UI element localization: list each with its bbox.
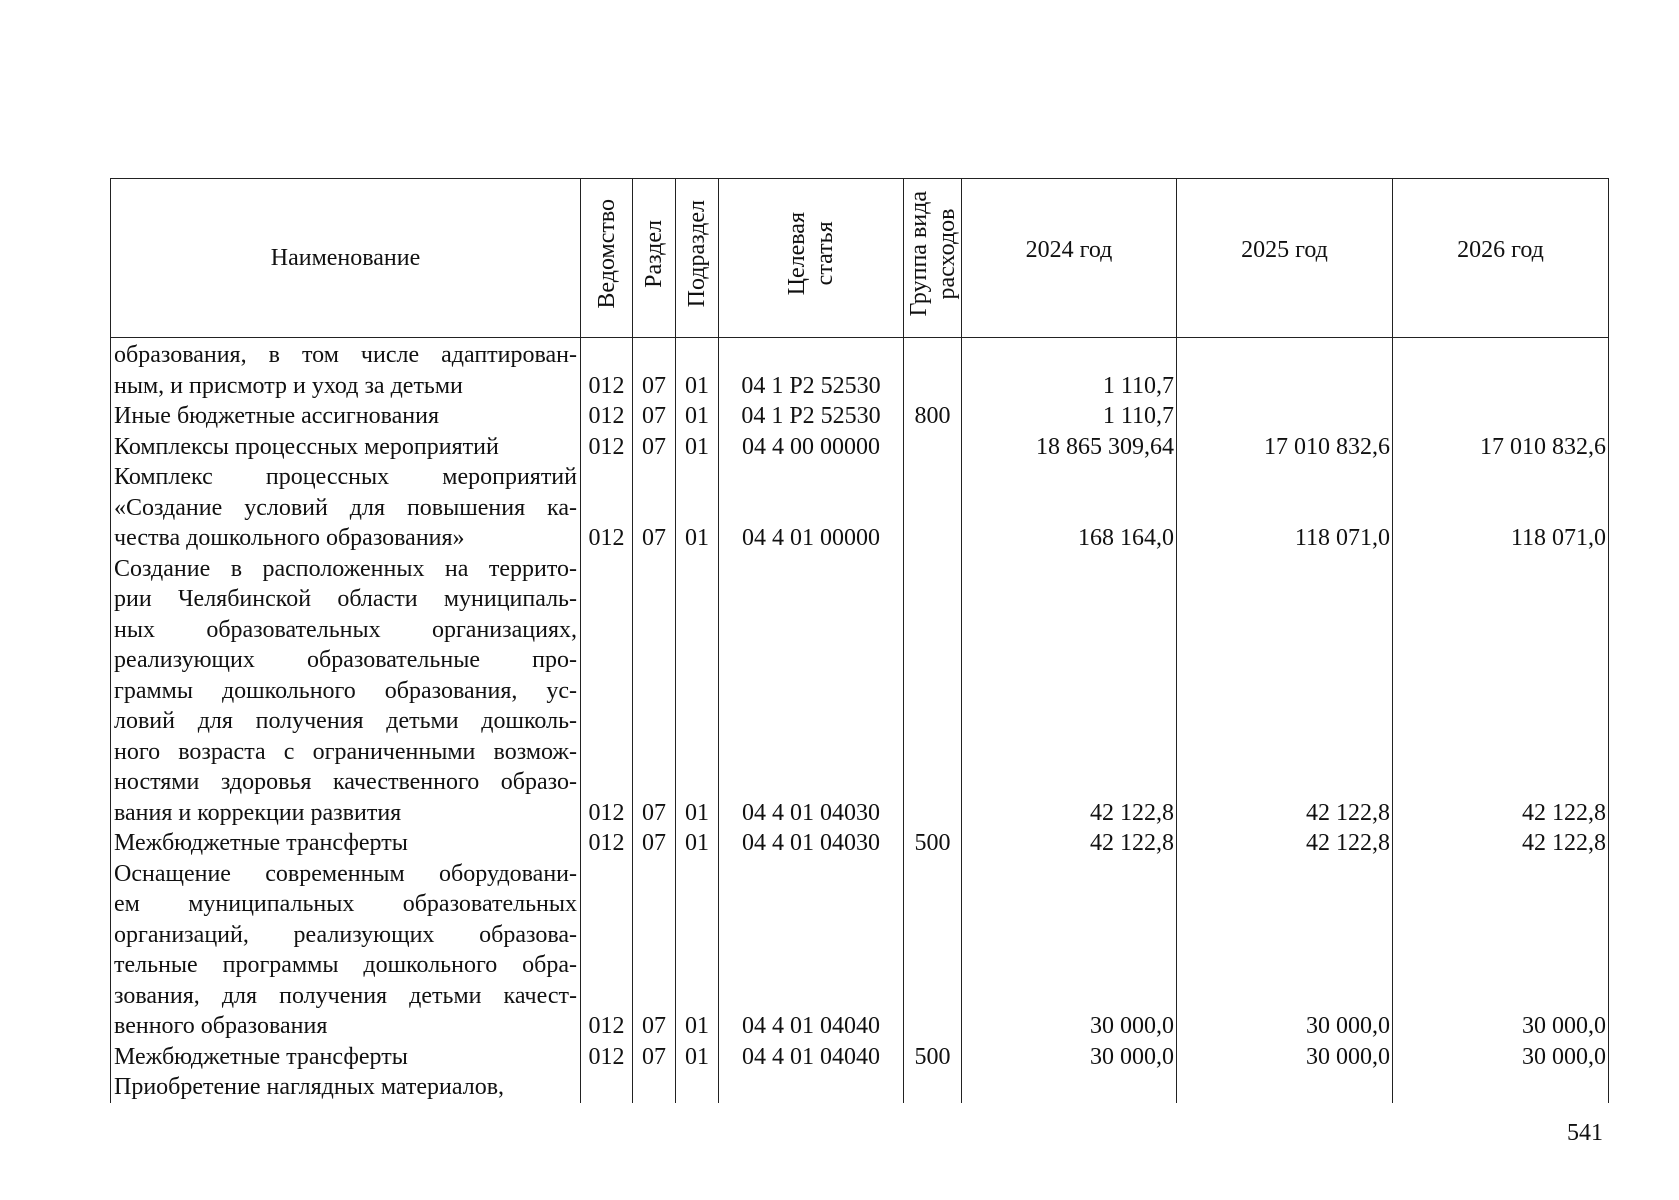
budget-table — [110, 178, 1609, 1103]
cell-2024: 42 122,8 — [962, 554, 1177, 829]
cell-2025: 42 122,8 — [1177, 554, 1393, 829]
cell-2026 — [1393, 338, 1609, 402]
cell-razdel: 07 — [633, 1042, 676, 1073]
cell-vedomstvo: 012 — [581, 1042, 633, 1073]
cell-2026: 17 010 832,6 — [1393, 432, 1609, 463]
name-line: венного образования — [114, 1013, 328, 1039]
table-header — [111, 179, 1609, 338]
header-celevaya-statya: Целевая статья — [719, 179, 904, 338]
table-body — [111, 338, 1609, 1103]
cell-gruppa-vida-rashodov: 500 — [904, 828, 962, 859]
cell-2025 — [1177, 401, 1393, 432]
cell-2025: 17 010 832,6 — [1177, 432, 1393, 463]
name-line: реализующих образовательные про- — [114, 647, 577, 673]
cell-razdel: 07 — [633, 828, 676, 859]
table-row — [111, 859, 1609, 1042]
cell-celevaya-statya — [719, 1072, 904, 1103]
cell-2025: 42 122,8 — [1177, 828, 1393, 859]
name-line: граммы дошкольного образования, ус- — [114, 677, 577, 704]
cell-podrazdel: 01 — [676, 432, 719, 463]
cell-2024: 42 122,8 — [962, 828, 1177, 859]
cell-celevaya-statya: 04 4 01 04030 — [719, 554, 904, 829]
cell-podrazdel: 01 — [676, 462, 719, 554]
name-line: чества дошкольного образования» — [114, 525, 465, 551]
cell-gruppa-vida-rashodov — [904, 432, 962, 463]
cell-name — [111, 859, 581, 1042]
cell-razdel: 07 — [633, 338, 676, 402]
table-row — [111, 1072, 1609, 1103]
cell-2025: 30 000,0 — [1177, 859, 1393, 1042]
cell-vedomstvo: 012 — [581, 462, 633, 554]
header-year-2024: 2024 год — [962, 179, 1177, 338]
cell-2024: 168 164,0 — [962, 462, 1177, 554]
name-line: Межбюджетные трансферты — [114, 1043, 408, 1070]
cell-name — [111, 554, 581, 829]
header-gruppa-vida-rashodov: Группа вида расходов — [904, 179, 962, 338]
cell-razdel: 07 — [633, 462, 676, 554]
cell-2026: 42 122,8 — [1393, 554, 1609, 829]
table-row — [111, 1042, 1609, 1073]
page-number: 541 — [1567, 1120, 1603, 1146]
cell-name — [111, 401, 581, 432]
cell-2026: 118 071,0 — [1393, 462, 1609, 554]
cell-gruppa-vida-rashodov: 800 — [904, 401, 962, 432]
cell-razdel: 07 — [633, 432, 676, 463]
cell-celevaya-statya: 04 4 01 04040 — [719, 1042, 904, 1073]
name-line: Оснащение современным оборудовани- — [114, 860, 577, 887]
cell-2024: 30 000,0 — [962, 1042, 1177, 1073]
name-line: ем муниципальных образовательных — [114, 891, 577, 917]
cell-razdel: 07 — [633, 401, 676, 432]
cell-gruppa-vida-rashodov — [904, 1072, 962, 1103]
header-year-2026: 2026 год — [1393, 179, 1609, 338]
cell-2026: 42 122,8 — [1393, 828, 1609, 859]
cell-celevaya-statya: 04 1 P2 52530 — [719, 338, 904, 402]
cell-podrazdel: 01 — [676, 554, 719, 829]
cell-2026 — [1393, 401, 1609, 432]
cell-vedomstvo: 012 — [581, 828, 633, 859]
name-line: Приобретение наглядных материалов, — [114, 1074, 505, 1100]
table-row — [111, 432, 1609, 463]
name-line: вания и коррекции развития — [114, 799, 402, 826]
name-line: Иные бюджетные ассигнования — [114, 403, 439, 429]
header-vedomstvo: Ведомство — [581, 179, 633, 338]
cell-name — [111, 1072, 581, 1103]
cell-gruppa-vida-rashodov — [904, 859, 962, 1042]
cell-vedomstvo: 012 — [581, 432, 633, 463]
name-line: Создание в расположенных на террито- — [114, 555, 577, 582]
name-line: рии Челябинской области муниципаль- — [114, 586, 577, 612]
cell-vedomstvo: 012 — [581, 401, 633, 432]
cell-2024: 1 110,7 — [962, 401, 1177, 432]
table-row — [111, 828, 1609, 859]
cell-podrazdel: 01 — [676, 859, 719, 1042]
name-line: организаций, реализующих образова- — [114, 921, 577, 948]
cell-2025: 118 071,0 — [1177, 462, 1393, 554]
cell-podrazdel: 01 — [676, 828, 719, 859]
cell-2026: 30 000,0 — [1393, 859, 1609, 1042]
cell-razdel: 07 — [633, 859, 676, 1042]
cell-name — [111, 462, 581, 554]
cell-name — [111, 1042, 581, 1073]
cell-vedomstvo — [581, 1072, 633, 1103]
name-line: ным, и присмотр и уход за детьми — [114, 372, 463, 399]
cell-celevaya-statya: 04 4 00 00000 — [719, 432, 904, 463]
cell-vedomstvo: 012 — [581, 554, 633, 829]
cell-name — [111, 338, 581, 402]
cell-2025 — [1177, 338, 1393, 402]
cell-vedomstvo: 012 — [581, 859, 633, 1042]
cell-podrazdel: 01 — [676, 1042, 719, 1073]
cell-2026: 30 000,0 — [1393, 1042, 1609, 1073]
cell-gruppa-vida-rashodov — [904, 554, 962, 829]
cell-gruppa-vida-rashodov: 500 — [904, 1042, 962, 1073]
cell-razdel: 07 — [633, 554, 676, 829]
name-line: тельные программы дошкольного обра- — [114, 952, 577, 978]
table-row — [111, 554, 1609, 829]
cell-gruppa-vida-rashodov — [904, 462, 962, 554]
cell-podrazdel — [676, 1072, 719, 1103]
table-row — [111, 401, 1609, 432]
name-line: ностями здоровья качественного образо- — [114, 769, 577, 795]
cell-2026 — [1393, 1072, 1609, 1103]
header-razdel: Раздел — [633, 179, 676, 338]
cell-podrazdel: 01 — [676, 338, 719, 402]
table-row — [111, 338, 1609, 402]
header-podrazdel: Подраздел — [676, 179, 719, 338]
table-row — [111, 462, 1609, 554]
cell-celevaya-statya: 04 1 P2 52530 — [719, 401, 904, 432]
cell-2024: 1 110,7 — [962, 338, 1177, 402]
cell-gruppa-vida-rashodov — [904, 338, 962, 402]
name-line: Комплекс процессных мероприятий — [114, 464, 577, 490]
cell-2024: 30 000,0 — [962, 859, 1177, 1042]
name-line: ных образовательных организациях, — [114, 616, 577, 643]
cell-podrazdel: 01 — [676, 401, 719, 432]
cell-2025: 30 000,0 — [1177, 1042, 1393, 1073]
name-line: ного возраста с ограниченными возмож- — [114, 738, 577, 765]
cell-celevaya-statya: 04 4 01 04030 — [719, 828, 904, 859]
name-line: образования, в том числе адаптирован- — [114, 342, 577, 368]
cell-2024 — [962, 1072, 1177, 1103]
name-line: зования, для получения детьми качест- — [114, 982, 577, 1009]
name-line: Межбюджетные трансферты — [114, 830, 408, 856]
cell-vedomstvo: 012 — [581, 338, 633, 402]
cell-celevaya-statya: 04 4 01 00000 — [719, 462, 904, 554]
name-line: «Создание условий для повышения ка- — [114, 494, 577, 521]
name-line: Комплексы процессных мероприятий — [114, 433, 499, 460]
cell-name — [111, 432, 581, 463]
cell-name — [111, 828, 581, 859]
cell-2024: 18 865 309,64 — [962, 432, 1177, 463]
cell-celevaya-statya: 04 4 01 04040 — [719, 859, 904, 1042]
cell-2025 — [1177, 1072, 1393, 1103]
cell-razdel — [633, 1072, 676, 1103]
header-year-2025: 2025 год — [1177, 179, 1393, 338]
header-name: Наименование — [111, 179, 581, 338]
name-line: ловий для получения детьми дошколь- — [114, 708, 577, 734]
